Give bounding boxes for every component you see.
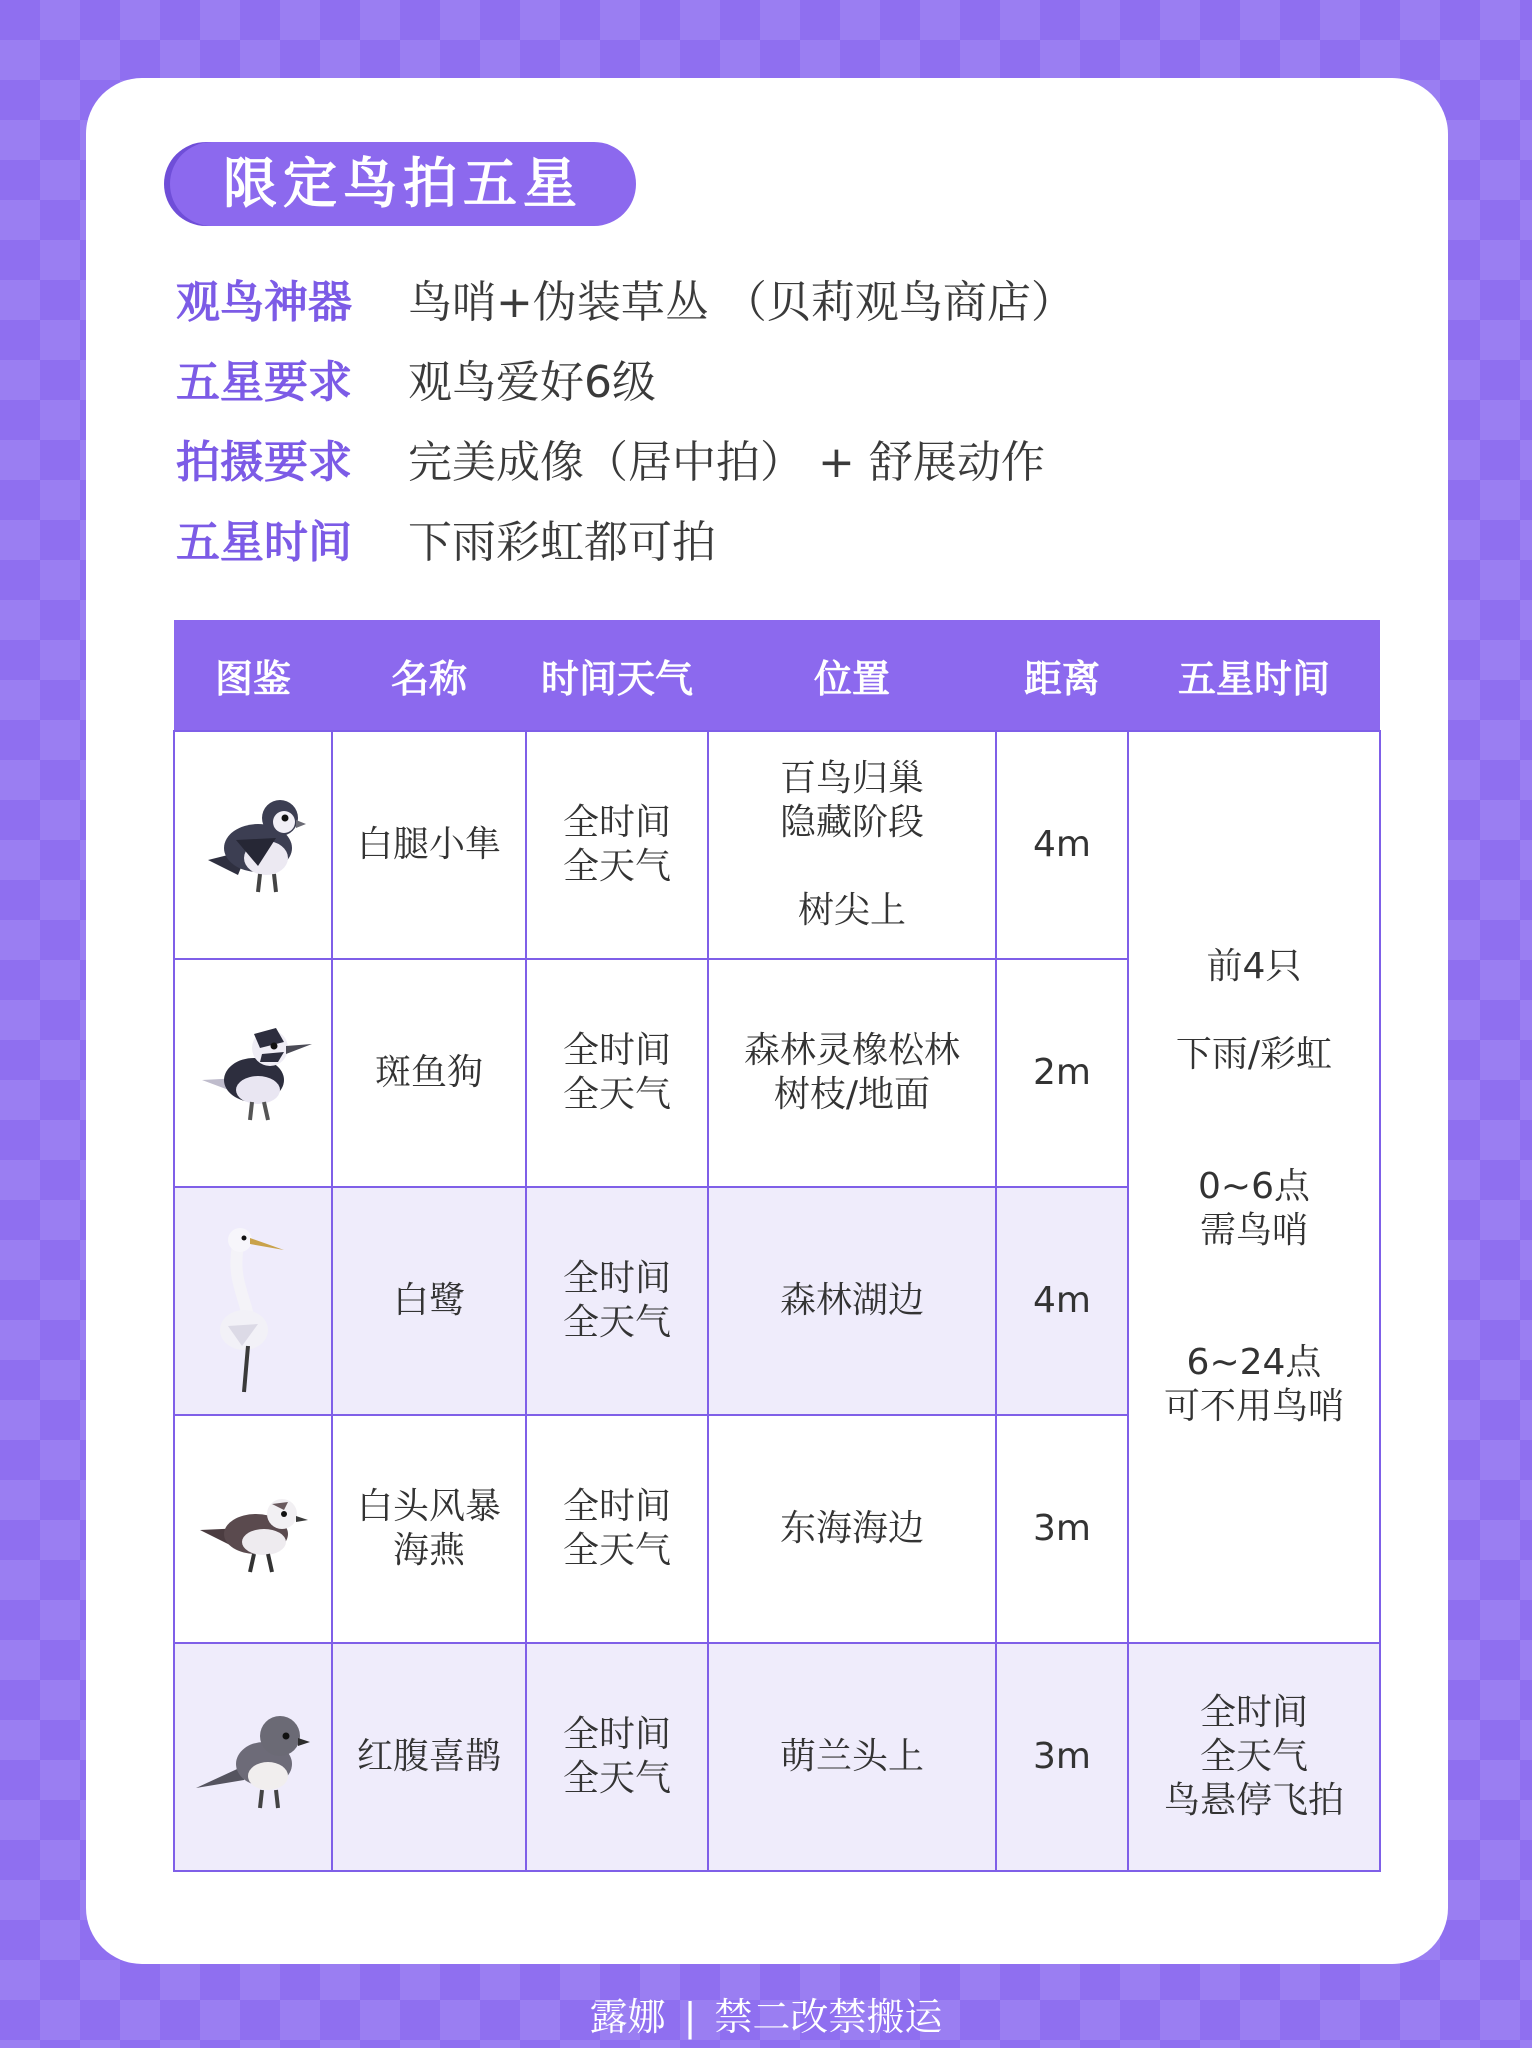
bird-location: 萌兰头上 (708, 1643, 996, 1871)
bird-location: 森林灵橡松林 树枝/地面 (708, 959, 996, 1187)
bird-table (173, 620, 1381, 1872)
info-label: 五星时间 (176, 517, 352, 568)
info-value: 完美成像（居中拍） + 舒展动作 (408, 437, 1045, 488)
page-title: 限定鸟拍五星 (170, 142, 636, 226)
bird-image-cell (174, 1187, 332, 1415)
bird-distance: 3m (996, 1643, 1128, 1871)
content-card (86, 78, 1448, 1964)
bird-distance: 3m (996, 1415, 1128, 1643)
info-value: 下雨彩虹都可拍 (408, 517, 716, 568)
bird-location: 百鸟归巢 隐藏阶段 树尖上 (708, 731, 996, 959)
header-time-weather: 时间天气 (526, 620, 708, 731)
table-row (174, 731, 1380, 959)
info-row (176, 418, 1075, 498)
five-star-time-merged: 前4只 下雨/彩虹 0~6点 需鸟哨 6~24点 可不用鸟哨 (1128, 731, 1380, 1643)
bird-image-cell (174, 731, 332, 959)
five-star-time-last: 全时间 全天气 鸟悬停飞拍 (1128, 1643, 1380, 1871)
bird-time-weather: 全时间 全天气 (526, 731, 708, 959)
header-distance: 距离 (996, 620, 1128, 731)
info-row (176, 258, 1075, 338)
bird-name: 红腹喜鹊 (332, 1643, 526, 1871)
info-value: 观鸟爱好6级 (408, 357, 656, 408)
bird-time-weather: 全时间 全天气 (526, 1415, 708, 1643)
table-header-row (174, 620, 1380, 731)
bird-time-weather: 全时间 全天气 (526, 1187, 708, 1415)
bird-name: 白鹭 (332, 1187, 526, 1415)
info-label: 拍摄要求 (176, 437, 352, 488)
bird-location: 森林湖边 (708, 1187, 996, 1415)
bird-name: 斑鱼狗 (332, 959, 526, 1187)
info-row (176, 498, 1075, 578)
info-label: 五星要求 (176, 357, 352, 408)
bird-name: 白腿小隼 (332, 731, 526, 959)
bird-time-weather: 全时间 全天气 (526, 959, 708, 1187)
bird-time-weather: 全时间 全天气 (526, 1643, 708, 1871)
footer-note: 禁二改禁搬运 (714, 1995, 943, 2039)
footer-separator: | (683, 1995, 697, 2039)
kestrel-bird-icon (188, 780, 318, 910)
bird-name: 白头风暴 海燕 (332, 1415, 526, 1643)
magpie-bird-icon (188, 1692, 318, 1822)
header-five-star-time: 五星时间 (1128, 620, 1380, 731)
bird-distance: 4m (996, 1187, 1128, 1415)
info-row (176, 338, 1075, 418)
bird-distance: 4m (996, 731, 1128, 959)
info-label: 观鸟神器 (176, 277, 352, 328)
info-value: 鸟哨+伪装草丛 （贝莉观鸟商店） (408, 277, 1075, 328)
header-name: 名称 (332, 620, 526, 731)
footer (0, 1986, 1532, 2041)
bird-location: 东海海边 (708, 1415, 996, 1643)
table-row (174, 1643, 1380, 1871)
egret-bird-icon (198, 1206, 308, 1396)
bird-image-cell (174, 1415, 332, 1643)
storm-petrel-bird-icon (188, 1464, 318, 1594)
bird-image-cell (174, 1643, 332, 1871)
header-location: 位置 (708, 620, 996, 731)
footer-author: 露娜 (589, 1995, 666, 2039)
bird-image-cell (174, 959, 332, 1187)
bird-distance: 2m (996, 959, 1128, 1187)
header-icon: 图鉴 (174, 620, 332, 731)
kingfisher-bird-icon (188, 1008, 318, 1138)
info-list (176, 258, 1075, 578)
